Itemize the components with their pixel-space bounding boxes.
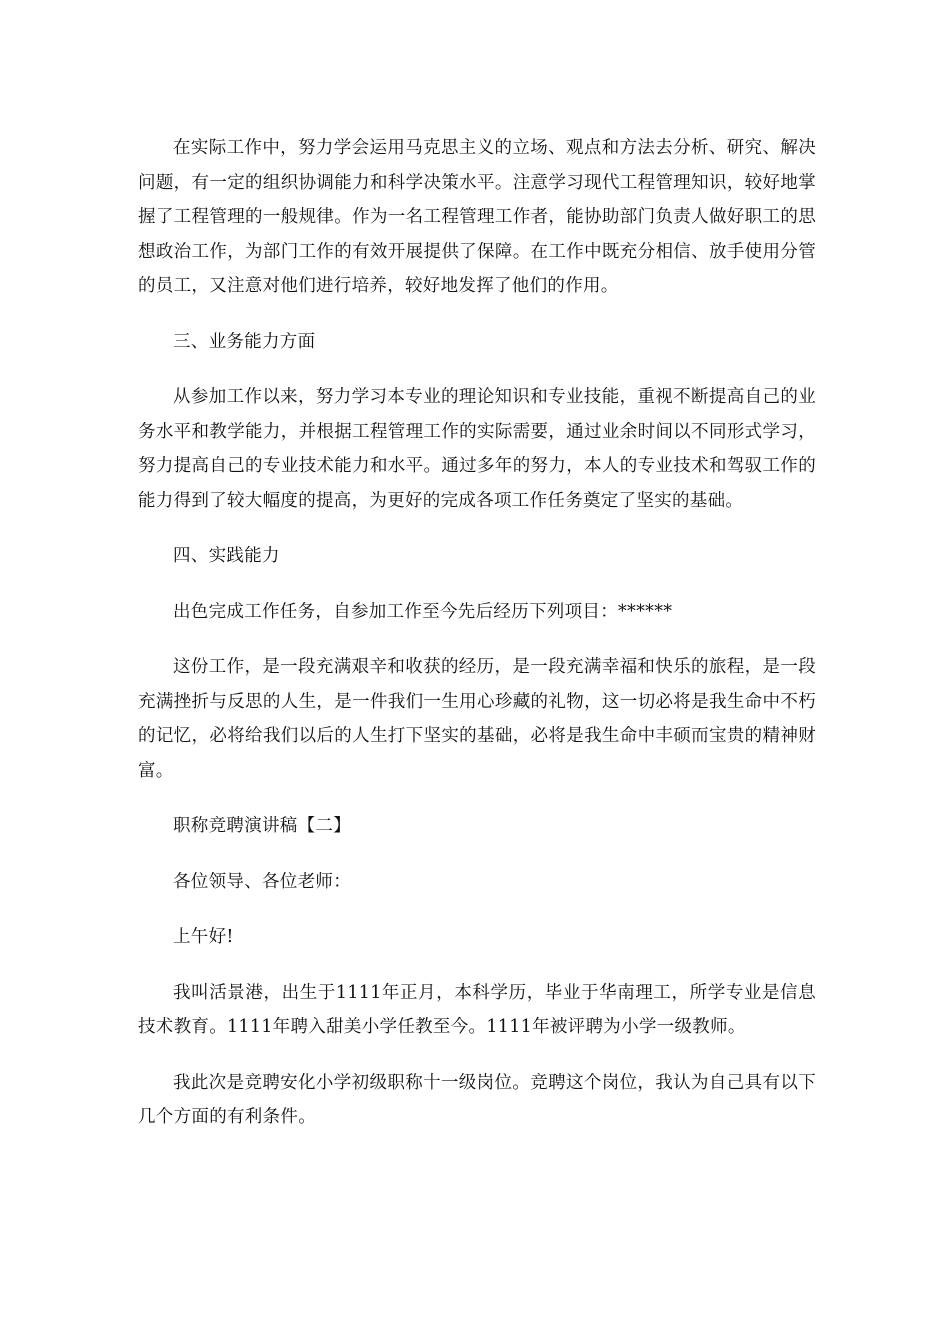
paragraph-reflection: 这份工作，是一段充满艰辛和收获的经历，是一段充满幸福和快乐的旅程，是一段充满挫折与反思的人生，是一件我们一生用心珍藏的礼物，这一切必将是我生命中不朽的记忆，必将给我们以后的人生打下坚实的基础，必将是我生命中丰硕而宝贵的精神财富。: [138, 657, 816, 781]
paragraph-introduction: 我叫活景港，出生于1111年正月，本科学历，毕业于华南理工，所学专业是信息技术教育。1111年聘入甜美小学任教至今。1111年被评聘为小学一级教师。: [138, 982, 816, 1037]
paragraph-projects: 出色完成工作任务，自参加工作至今先后经历下列项目：******: [173, 601, 673, 622]
paragraph-salutation: 各位领导、各位老师：: [173, 871, 351, 892]
paragraph-work-practice: 在实际工作中，努力学会运用马克思主义的立场、观点和方法去分析、研究、解决问题，有一定的组织协调能力和科学决策水平。注意学习现代工程管理知识，较好地掌握了工程管理的一般规律。作为一名工程管理工作者，能协助部门负责人做好职工的思想政治工作，为部门工作的有效开展提供了保障。在工作中既充分相信、放手使用分管的员工，又注意对他们进行培养，较好地发挥了他们的作用。: [138, 138, 816, 296]
paragraph-position: 我此次是竞聘安化小学初级职称十一级岗位。竞聘这个岗位，我认为自己具有以下几个方面的有利条件。: [138, 1072, 816, 1127]
paragraph-business-ability: 从参加工作以来，努力学习本专业的理论知识和专业技能，重视不断提高自己的业务水平和教学能力，并根据工程管理工作的实际需要，通过业余时间以不同形式学习，努力提高自己的专业技术能力和水平。通过多年的努力，本人的专业技术和驾驭工作的能力得到了较大幅度的提高，为更好的完成各项工作任务奠定了坚实的基础。: [138, 387, 816, 511]
heading-business-ability: 三、业务能力方面: [173, 331, 316, 352]
document-body: [138, 131, 816, 1135]
heading-practice-ability: 四、实践能力: [173, 546, 280, 566]
heading-speech-two: 职称竞聘演讲稿【二】: [173, 816, 351, 836]
paragraph-greeting: 上午好!: [173, 927, 234, 947]
